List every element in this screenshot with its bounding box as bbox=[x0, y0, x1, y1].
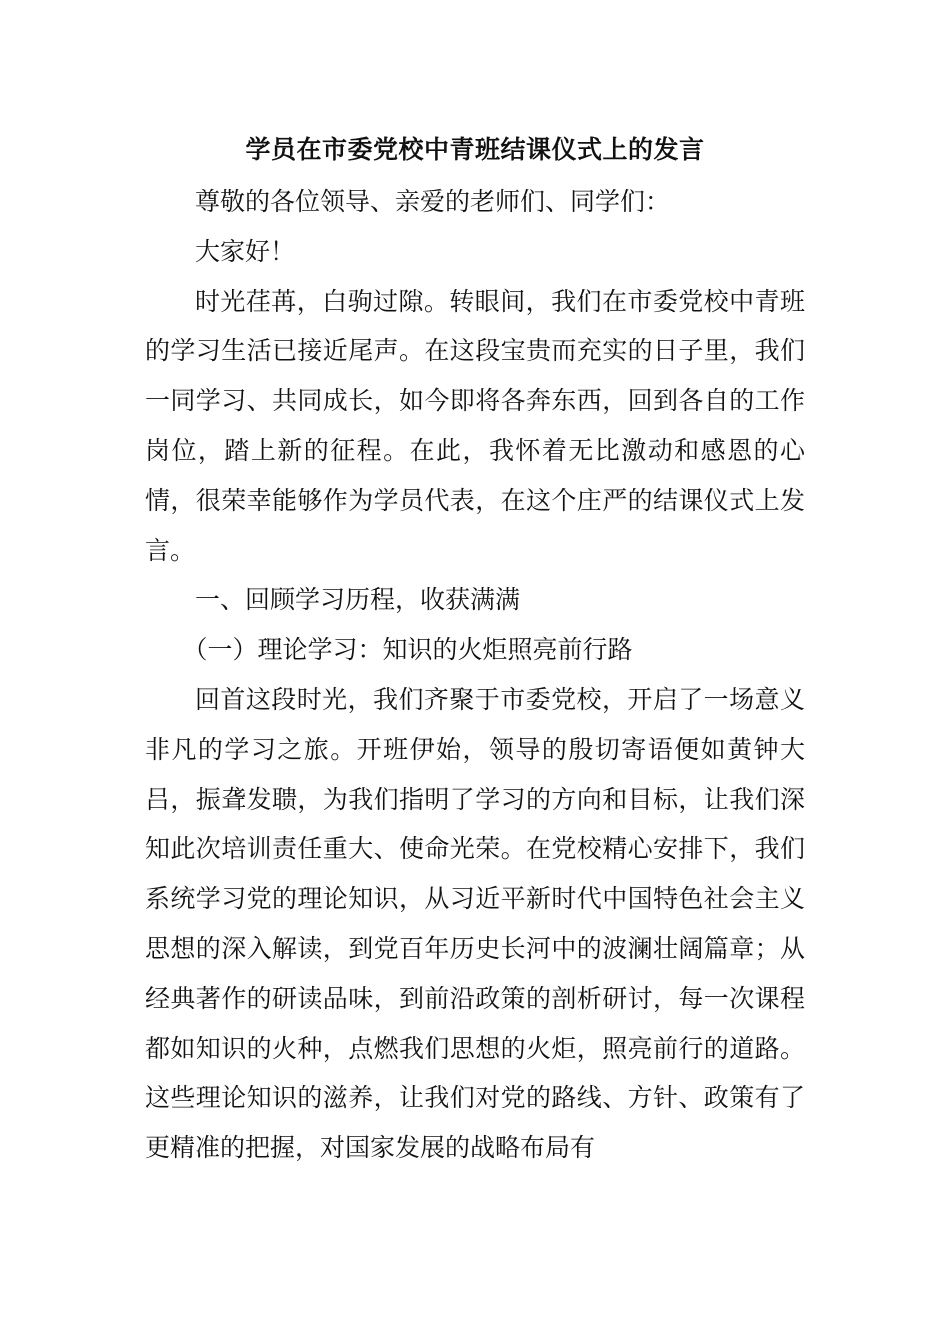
intro-paragraph: 时光荏苒，白驹过隙。转眼间，我们在市委党校中青班的学习生活已接近尾声。在这段宝贵而充实的日子里，我们一同学习、共同成长，如今即将各奔东西，回到各自的工作岗位，踏上新的征程。在此，我怀着无比激动和感恩的心情，很荣幸能够作为学员代表，在这个庄严的结课仪式上发言。 bbox=[145, 286, 805, 565]
section-heading: 一、回顾学习历程，收获满满 bbox=[195, 585, 521, 615]
subsection-heading: （一）理论学习：知识的火炬照亮前行路 bbox=[182, 635, 633, 665]
document-title: 学员在市委党校中青班结课仪式上的发言 bbox=[245, 135, 705, 164]
document-body bbox=[145, 177, 805, 1173]
body-paragraph: 回首这段时光，我们齐聚于市委党校，开启了一场意义非凡的学习之旅。开班伊始，领导的殷切寄语便如黄钟大吕，振聋发聩，为我们指明了学习的方向和目标，让我们深知此次培训责任重大、使命光荣。在党校精心安排下，我们系统学习党的理论知识，从习近平新时代中国特色社会主义思想的深入解读，到党百年历史长河中的波澜壮阔篇章；从经典著作的研读品味，到前沿政策的剖析研讨，每一次课程都如知识的火种，点燃我们思想的火炬，照亮前行的道路。这些理论知识的滋养，让我们对党的路线、方针、政策有了更精准的把握，对国家发展的战略布局有 bbox=[145, 684, 805, 1163]
greeting-paragraph: 大家好！ bbox=[195, 236, 296, 266]
salutation-paragraph: 尊敬的各位领导、亲爱的老师们、同学们： bbox=[195, 187, 671, 216]
